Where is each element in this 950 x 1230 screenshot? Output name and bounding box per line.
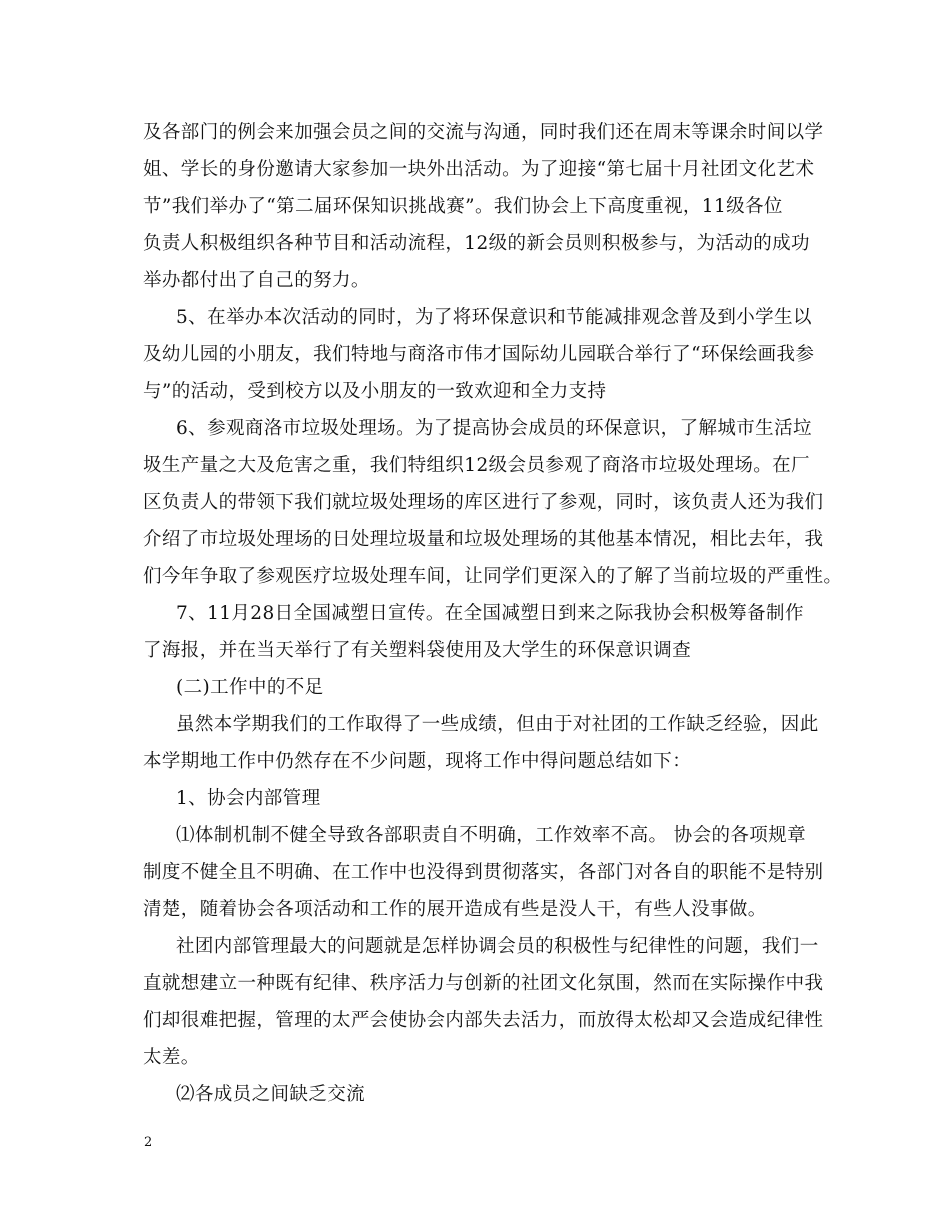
paragraph-item-6: 6、参观商洛市垃圾处理场。为了提高协会成员的环保意识，了解城市生活垃	[176, 418, 812, 439]
paragraph-start: ⑴体制机制不健全导致各部职责自不明确，工作效率不高。 协会的各项规章	[176, 825, 806, 846]
paragraph-start: 虽然本学期我们的工作取得了一些成绩，但由于对社团的工作缺乏经验，因此	[176, 714, 819, 735]
text-line: 直就想建立一种既有纪律、秩序活力与创新的社团文化氛围，然而在实际操作中我	[143, 973, 824, 994]
text-line: 负责人积极组织各种节目和活动流程，12级的新会员则积极参与，为活动的成功	[143, 233, 810, 254]
text-line: 区负责人的带领下我们就垃圾处理场的库区进行了参观，同时，该负责人还为我们	[143, 492, 824, 513]
text-line: 们却很难把握，管理的太严会使协会内部失去活力，而放得太松却又会造成纪律性	[143, 1010, 824, 1031]
text-line: 及各部门的例会来加强会员之间的交流与沟通，同时我们还在周末等课余时间以学	[143, 122, 824, 143]
text-line: 与”的活动，受到校方以及小朋友的一致欢迎和全力支持	[143, 381, 607, 402]
paragraph-item-7: 7、11月28日全国减塑日宣传。在全国减塑日到来之际我协会积极筹备制作	[176, 603, 804, 624]
text-line: 们今年争取了参观医疗垃圾处理车间，让同学们更深入的了解了当前垃圾的严重性。	[143, 566, 843, 587]
paragraph-start: ⑵各成员之间缺乏交流	[176, 1084, 366, 1105]
text-line: 太差。	[143, 1047, 200, 1068]
paragraph-item-5: 5、在举办本次活动的同时，为了将环保意识和节能减排观念普及到小学生以	[176, 307, 812, 328]
text-line: 举办都付出了自己的努力。	[143, 270, 370, 291]
text-line: 了海报，并在当天举行了有关塑料袋使用及大学生的环保意识调查	[143, 640, 692, 661]
text-line: 清楚，随着协会各项活动和工作的展开造成有些是没人干，有些人没事做。	[143, 899, 767, 920]
page-number: 2	[144, 1135, 153, 1150]
paragraph-start: 社团内部管理最大的问题就是怎样协调会员的积极性与纪律性的问题，我们一	[176, 936, 819, 957]
text-line: 本学期地工作中仍然存在不少问题，现将工作中得问题总结如下：	[143, 751, 692, 772]
text-line: 及幼儿园的小朋友，我们特地与商洛市伟才国际幼儿园联合举行了“环保绘画我参	[143, 344, 815, 365]
text-line: 姐、学长的身份邀请大家参加一块外出活动。为了迎接“第七届十月社团文化艺术	[143, 159, 815, 180]
text-line: 介绍了市垃圾处理场的日处理垃圾量和垃圾处理场的其他基本情况，相比去年，我	[143, 529, 824, 550]
text-line: 节”我们举办了“第二届环保知识挑战赛”。我们协会上下高度重视，11级各位	[143, 196, 783, 217]
subsection-heading: 1、协会内部管理	[176, 788, 321, 809]
section-heading: (二)工作中的不足	[176, 677, 324, 698]
text-line: 制度不健全且不明确、在工作中也没得到贯彻落实，各部门对各自的职能不是特别	[143, 862, 824, 883]
text-line: 圾生产量之大及危害之重，我们特组织12级会员参观了商洛市垃圾处理场。在厂	[143, 455, 810, 476]
